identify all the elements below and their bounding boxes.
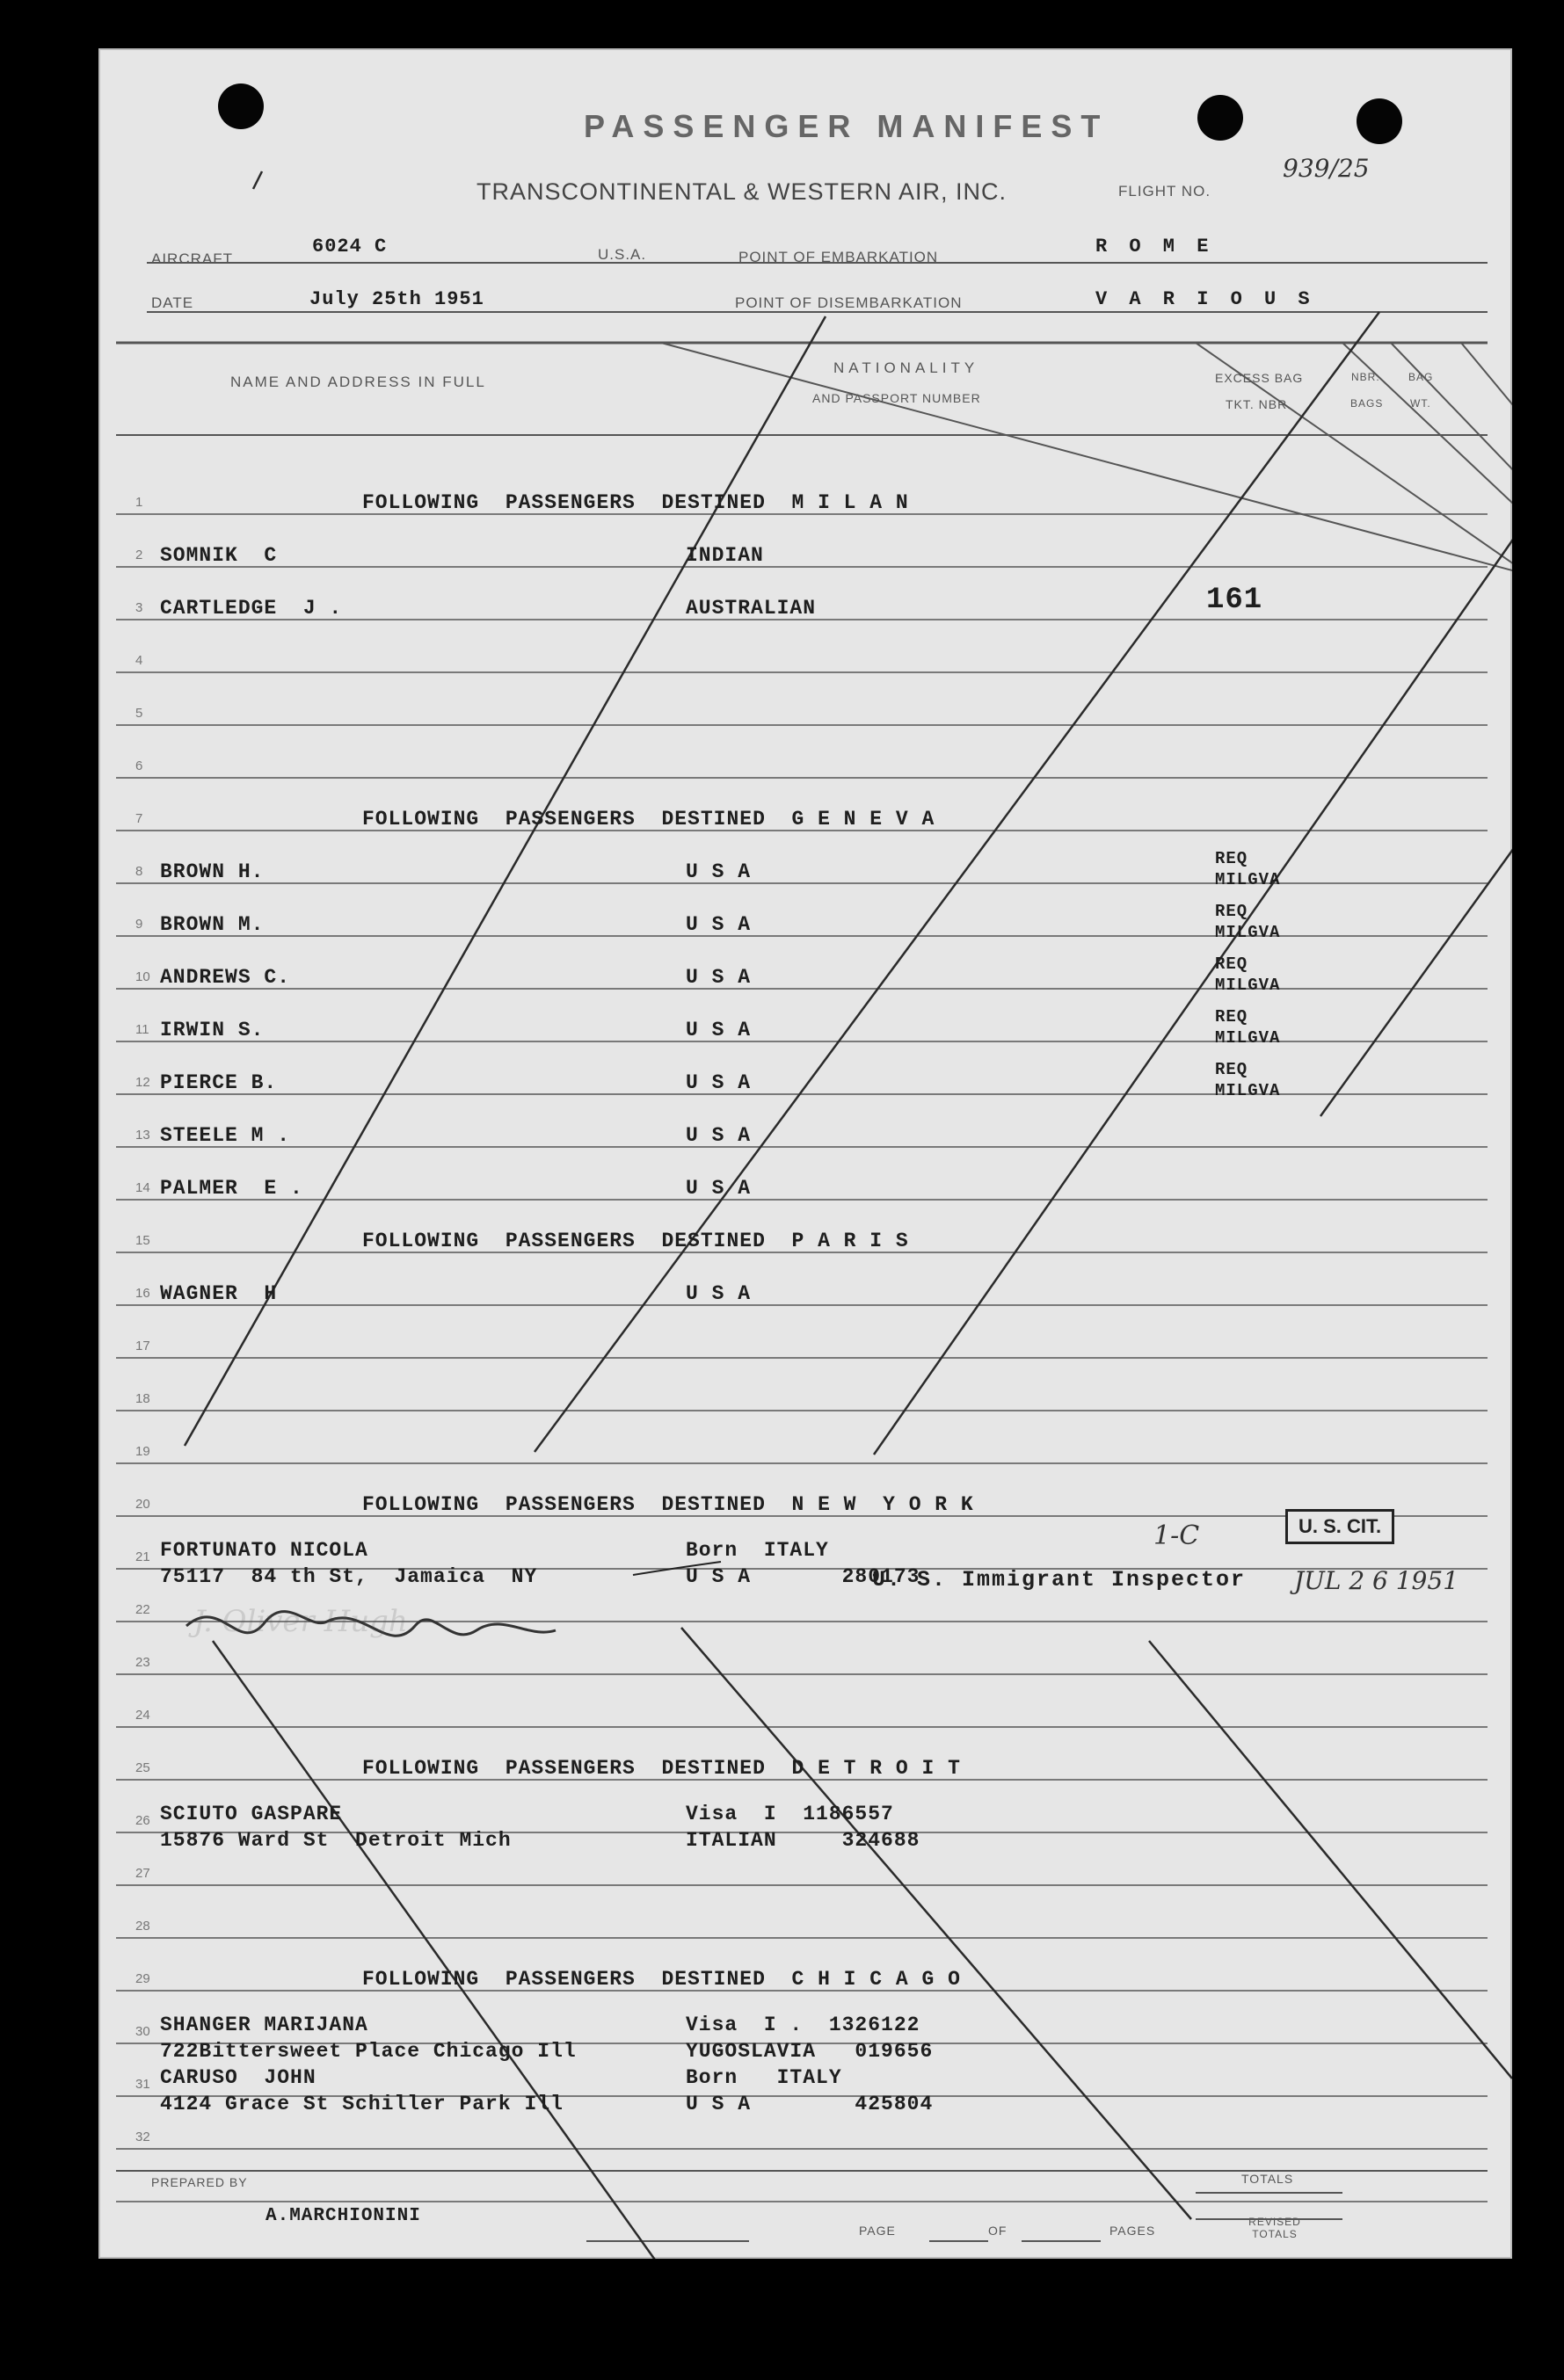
destination-heading: FOLLOWING PASSENGERS DESTINED C H I C A G O <box>362 1968 961 1991</box>
passenger-name: WAGNER H <box>160 1282 278 1305</box>
passenger-nationality: U S A <box>686 1124 752 1147</box>
excess-baggage-note: REQ MILGVA <box>1215 954 1281 995</box>
passenger-name: SHANGER MARIJANA 722Bittersweet Place Chicago Ill <box>160 2014 577 2063</box>
row-number: 26 <box>135 1813 150 1828</box>
passenger-name: BROWN H. <box>160 860 265 883</box>
passenger-name: BROWN M. <box>160 913 265 936</box>
row-number: 15 <box>135 1233 150 1248</box>
row-number: 13 <box>135 1128 150 1143</box>
row-number: 19 <box>135 1444 150 1459</box>
col-wt-header-2: WT. <box>1410 397 1431 410</box>
row-number: 22 <box>135 1602 150 1617</box>
passenger-nationality: U S A <box>686 966 752 989</box>
row-number: 18 <box>135 1391 150 1406</box>
col-bags-header: NBR. <box>1351 371 1380 383</box>
flight-no: 939/25 <box>1283 154 1370 183</box>
of-label: OF <box>988 2224 1008 2238</box>
row-number: 25 <box>135 1760 150 1775</box>
row-number: 12 <box>135 1075 150 1090</box>
passenger-nationality: U S A <box>686 913 752 936</box>
destination-heading: FOLLOWING PASSENGERS DESTINED G E N E V A <box>362 808 935 831</box>
col-bags-header-2: BAGS <box>1350 397 1384 410</box>
destination-heading: FOLLOWING PASSENGERS DESTINED M I L A N <box>362 491 909 514</box>
passenger-name: CARUSO JOHN 4124 Grace St Schiller Park Ill <box>160 2066 564 2115</box>
row-number: 28 <box>135 1919 150 1934</box>
row-number: 8 <box>135 864 143 879</box>
passenger-name: PIERCE B. <box>160 1071 278 1094</box>
passenger-name: ANDREWS C. <box>160 966 291 989</box>
date-label: DATE <box>151 294 194 311</box>
excess-baggage-note: REQ MILGVA <box>1215 1060 1281 1100</box>
passenger-name: SOMNIK C <box>160 544 278 567</box>
row-number: 2 <box>135 548 143 562</box>
us-citizen-stamp: U. S. CIT. <box>1285 1509 1394 1544</box>
row-number: 29 <box>135 1971 150 1986</box>
passenger-nationality: U S A <box>686 1019 752 1041</box>
carrier-name: TRANSCONTINENTAL & WESTERN AIR, INC. <box>476 178 1008 205</box>
inspector-stamp: U. S. Immigrant Inspector <box>872 1567 1247 1593</box>
cancel-strokes <box>185 171 1512 2259</box>
row-number: 21 <box>135 1549 150 1564</box>
passenger-name: CARTLEDGE J . <box>160 597 343 620</box>
row-number: 10 <box>135 969 150 984</box>
row-number: 31 <box>135 2077 150 2092</box>
row-number: 5 <box>135 706 143 721</box>
col-passport-header: AND PASSPORT NUMBER <box>812 391 981 405</box>
destination-heading: FOLLOWING PASSENGERS DESTINED N E W Y O R K <box>362 1493 974 1516</box>
row-number: 23 <box>135 1655 150 1670</box>
passenger-name: IRWIN S. <box>160 1019 265 1041</box>
totals-label: TOTALS <box>1241 2172 1294 2186</box>
passenger-name: SCIUTO GASPARE 15876 Ward St Detroit Mich <box>160 1803 512 1852</box>
form-title: PASSENGER MANIFEST <box>584 108 1109 144</box>
row-number: 4 <box>135 653 143 668</box>
disembark-value: V A R I O U S <box>1095 288 1315 310</box>
destination-heading: FOLLOWING PASSENGERS DESTINED D E T R O I T <box>362 1757 961 1780</box>
page-label: PAGE <box>859 2224 896 2238</box>
col-wt-header: BAG <box>1408 371 1434 383</box>
col-excess-header: EXCESS BAG <box>1215 371 1304 385</box>
passenger-nationality: Visa I 1186557 ITALIAN 324688 <box>686 1803 920 1852</box>
pages-label: PAGES <box>1109 2224 1156 2238</box>
row-number: 17 <box>135 1339 150 1353</box>
excess-baggage-note: REQ MILGVA <box>1215 849 1281 889</box>
country: U.S.A. <box>598 246 647 263</box>
passenger-name: STEELE M . <box>160 1124 291 1147</box>
row-number: 30 <box>135 2024 150 2039</box>
passenger-nationality: U S A <box>686 1071 752 1094</box>
row-number: 20 <box>135 1497 150 1512</box>
prepared-by-name: A.MARCHIONINI <box>266 2206 421 2226</box>
signature: J. Oliver Hugh <box>193 1604 408 1639</box>
row-number: 27 <box>135 1866 150 1881</box>
row-number: 9 <box>135 917 143 932</box>
row-number: 1 <box>135 495 143 510</box>
aircraft-label: AIRCRAFT <box>151 250 233 267</box>
row-number: 3 <box>135 600 143 615</box>
col-name-header: NAME AND ADDRESS IN FULL <box>230 374 486 390</box>
passenger-nationality: INDIAN <box>686 544 764 567</box>
excess-baggage-note: REQ MILGVA <box>1215 1007 1281 1048</box>
passenger-nationality: U S A <box>686 860 752 883</box>
manifest-sheet <box>98 48 1512 2259</box>
prepared-by-label: PREPARED BY <box>151 2175 248 2189</box>
passenger-nationality: Born ITALY U S A 280173 <box>686 1539 920 1588</box>
passenger-name: PALMER E . <box>160 1177 303 1200</box>
row-number: 16 <box>135 1286 150 1301</box>
disembark-label: POINT OF DISEMBARKATION <box>735 294 963 311</box>
date-value: July 25th 1951 <box>309 288 484 310</box>
excess-baggage-note: REQ MILGVA <box>1215 902 1281 942</box>
embark-label: POINT OF EMBARKATION <box>738 249 939 265</box>
passenger-nationality: Born ITALY U S A 425804 <box>686 2066 934 2115</box>
passenger-nationality: U S A <box>686 1177 752 1200</box>
aircraft-value: 6024 C <box>312 236 388 258</box>
passenger-name: FORTUNATO NICOLA 75117 84 th St, Jamaica NY <box>160 1539 538 1588</box>
excess-baggage-note: 161 <box>1206 584 1263 617</box>
flight-no-label: FLIGHT NO. <box>1118 183 1211 200</box>
row-number: 32 <box>135 2130 150 2144</box>
row-number: 14 <box>135 1180 150 1195</box>
col-excess-header-2: TKT. NBR. <box>1226 397 1292 411</box>
passenger-nationality: U S A <box>686 1282 752 1305</box>
row-number: 11 <box>135 1022 149 1037</box>
col-nationality-header: NATIONALITY <box>833 359 979 376</box>
row-number: 7 <box>135 811 143 826</box>
destination-heading: FOLLOWING PASSENGERS DESTINED P A R I S <box>362 1230 909 1252</box>
passenger-nationality: AUSTRALIAN <box>686 597 817 620</box>
revised-totals-label: REVISED TOTALS <box>1248 2216 1301 2240</box>
stamp-date: JUL 2 6 1951 <box>1294 1566 1459 1595</box>
row-number: 6 <box>135 758 143 773</box>
hand-note: 1-C <box>1153 1520 1200 1551</box>
passenger-nationality: Visa I . 1326122 YUGOSLAVIA 019656 <box>686 2014 934 2063</box>
embark-value: R O M E <box>1095 236 1214 258</box>
row-number: 24 <box>135 1708 150 1723</box>
